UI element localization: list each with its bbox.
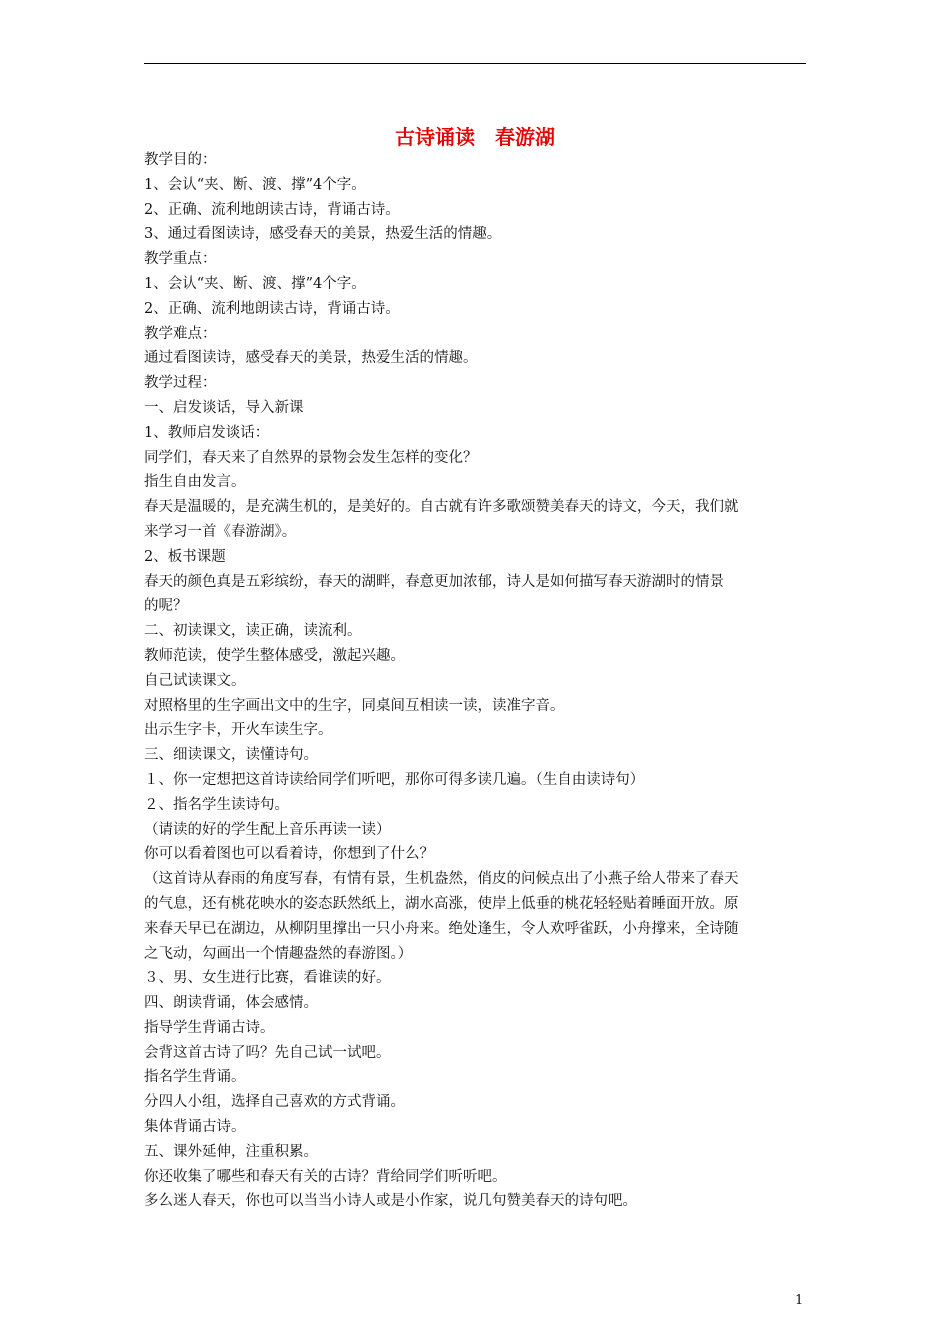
body-line: 的气息，还有桃花映水的姿态跃然纸上，湖水高涨，使岸上低垂的桃花轻轻贴着睡面开放。原	[144, 895, 739, 912]
header-rule	[144, 63, 806, 64]
document-title: 古诗诵读 春游湖	[395, 125, 555, 149]
body-line: 一、启发谈话，导入新课	[144, 399, 304, 416]
page-number: 1	[795, 1293, 804, 1308]
body-line: 你还收集了哪些和春天有关的古诗？背给同学们听听吧。	[144, 1168, 507, 1185]
body-line: 同学们，春天来了自然界的景物会发生怎样的变化？	[144, 449, 478, 466]
body-line: 的呢？	[144, 598, 188, 615]
body-line: 2、板书课题	[144, 548, 226, 565]
body-line: 1、会认“夹、断、渡、撑”4个字。	[144, 176, 366, 193]
body-line: 教学重点：	[144, 251, 217, 268]
body-line: ３、男、女生进行比赛，看谁读的好。	[144, 970, 391, 987]
body-line: 1、会认“夹、断、渡、撑”4个字。	[144, 275, 366, 292]
body-line: 自己试读课文。	[144, 672, 246, 689]
body-line: 来春天早已在湖边，从柳阴里撑出一只小舟来。绝处逢生，令人欢呼雀跃，小舟撑来，全诗随	[144, 920, 739, 937]
document-body	[144, 148, 810, 1214]
body-line: 通过看图读诗，感受春天的美景，热爱生活的情趣。	[144, 350, 478, 367]
body-line: 三、细读课文，读懂诗句。	[144, 747, 318, 764]
body-line: 教学难点：	[144, 325, 217, 342]
body-line: 2、正确、流利地朗读古诗，背诵古诗。	[144, 201, 400, 218]
body-line: （请读的好的学生配上音乐再读一读）	[144, 821, 391, 838]
body-line: 四、朗读背诵，体会感情。	[144, 995, 318, 1012]
body-line: 教学目的：	[144, 152, 217, 168]
body-line: （这首诗从春雨的角度写春，有情有景，生机盎然，俏皮的问候点出了小燕子给人带来了春天	[144, 871, 739, 888]
body-line: 教学过程：	[144, 375, 217, 392]
body-line: 春天是温暖的，是充满生机的，是美好的。自古就有许多歌颂赞美春天的诗文，今天，我们就	[144, 499, 739, 516]
body-line: 多么迷人春天，你也可以当当小诗人或是小作家，说几句赞美春天的诗句吧。	[144, 1193, 637, 1210]
body-line: 对照格里的生字画出文中的生字，同桌间互相读一读，读准字音。	[144, 697, 565, 714]
body-line: 会背这首古诗了吗？先自己试一试吧。	[144, 1044, 391, 1061]
body-line: 出示生字卡，开火车读生字。	[144, 722, 333, 739]
body-line: 1、教师启发谈话：	[144, 424, 270, 441]
body-line: 教师范读，使学生整体感受，激起兴趣。	[144, 647, 405, 664]
body-line: 春天的颜色真是五彩缤纷，春天的湖畔，春意更加浓郁，诗人是如何描写春天游湖时的情景	[144, 573, 724, 590]
body-line: 指生自由发言。	[144, 474, 246, 491]
body-line: 集体背诵古诗。	[144, 1119, 246, 1136]
body-line: 二、初读课文，读正确，读流利。	[144, 623, 362, 640]
body-line: 五、课外延伸，注重积累。	[144, 1143, 318, 1160]
body-line: 指导学生背诵古诗。	[144, 1019, 275, 1036]
body-line: 你可以看着图也可以看着诗，你想到了什么？	[144, 846, 434, 863]
body-line: 之飞动，勾画出一个情趣盎然的春游图。）	[144, 945, 413, 962]
body-line: 分四人小组，选择自己喜欢的方式背诵。	[144, 1094, 405, 1111]
body-line: ２、指名学生读诗句。	[144, 796, 289, 813]
body-line: 2、正确、流利地朗读古诗，背诵古诗。	[144, 300, 400, 317]
body-line: １、你一定想把这首诗读给同学们听吧，那你可得多读几遍。（生自由读诗句）	[144, 771, 645, 788]
body-line: 指名学生背诵。	[144, 1069, 246, 1086]
body-line: 来学习一首《春游湖》。	[144, 523, 297, 540]
body-line: 3、通过看图读诗，感受春天的美景，热爱生活的情趣。	[144, 226, 502, 243]
